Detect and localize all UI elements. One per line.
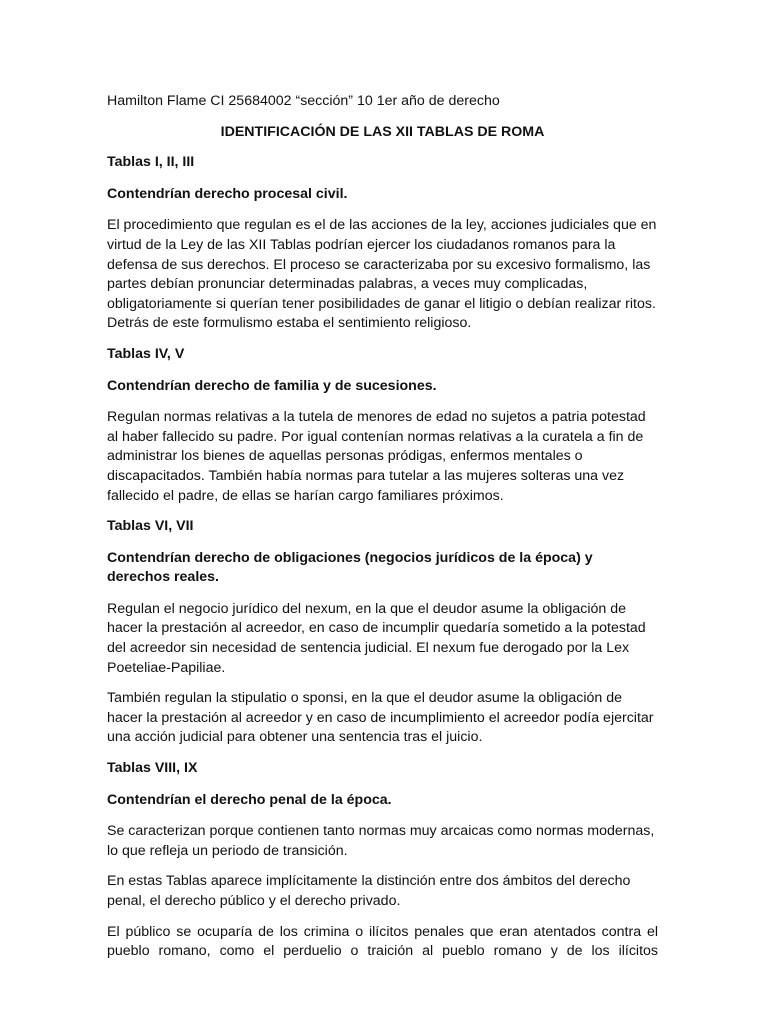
paragraph: También regulan la stipulatio o sponsi, en la que el deudor asume la obligación de hacer la prestación al acreedor y en caso de incumplimiento el acreedor podía ejercitar una acción judicial para obtener una sentencia tras el juicio. [107,690,654,746]
section-tablas-i-ii-iii [107,153,658,334]
author-line: Hamilton Flame CI 25684002 “sección” 10 1er año de derecho [107,93,500,109]
section-tablas-vi-vii [107,517,658,748]
section-tablas-iv-v [107,345,658,506]
section-heading: Contendrían derecho de obligaciones (negocios jurídicos de la época) y derechos reales. [107,549,593,586]
section-tablas-label: Tablas VIII, IX [107,760,198,777]
paragraph: El procedimiento que regulan es el de las acciones de la ley, acciones judiciales que en virtud de la Ley de las XII Tablas podrían ejercer los ciudadanos romanos para la defensa de sus derechos. El proceso se caracterizaba por su excesivo formalismo, las partes debían pronunciar determinadas palabras, a veces muy complicadas, obligatoriamente si querían tener posibilidades de ganar el litigio o debían realizar ritos. Detrás de este formulismo estaba el sentimiento religioso. [107,217,657,332]
section-heading: Contendrían derecho de familia y de sucesiones. [107,377,437,394]
section-heading: Contendrían derecho procesal civil. [107,185,348,202]
paragraph: En estas Tablas aparece implícitamente la distinción entre dos ámbitos del derecho penal, el derecho público y el derecho privado. [107,873,631,909]
paragraph: Se caracterizan porque contienen tanto normas muy arcaicas como normas modernas, lo que refleja un periodo de transición. [107,823,655,859]
document-page [107,92,658,973]
paragraph: Regulan el negocio jurídico del nexum, en la que el deudor asume la obligación de hacer la prestación al acreedor, en caso de incumplir quedaría sometido a la potestad del acreedor sin necesidad de sentencia judicial. El nexum fue derogado por la Lex Poeteliae-Papiliae. [107,600,646,676]
section-heading: Contendrían el derecho penal de la época. [107,791,392,808]
section-tablas-label: Tablas I, II, III [107,154,195,171]
section-tablas-viii-ix [107,759,658,962]
document-title: IDENTIFICACIÓN DE LAS XII TABLAS DE ROMA [220,123,545,140]
paragraph: El público se ocuparía de los crimina o ilícitos penales que eran atentados contra el pueblo romano, como el perduelio o traición al pueblo romano y de los ilícitos [107,923,658,960]
section-tablas-label: Tablas VI, VII [107,518,194,535]
section-tablas-label: Tablas IV, V [107,345,185,362]
paragraph: Regulan normas relativas a la tutela de menores de edad no sujetos a patria potestad al haber fallecido su padre. Por igual contenían normas relativas a la curatela a fin de administrar los bienes de aquellas personas pródigas, enfermos mentales o discapacitados. También había normas para tutelar a las mujeres solteras una vez fallecido el padre, de ellas se harían cargo familiares próximos. [107,409,646,504]
